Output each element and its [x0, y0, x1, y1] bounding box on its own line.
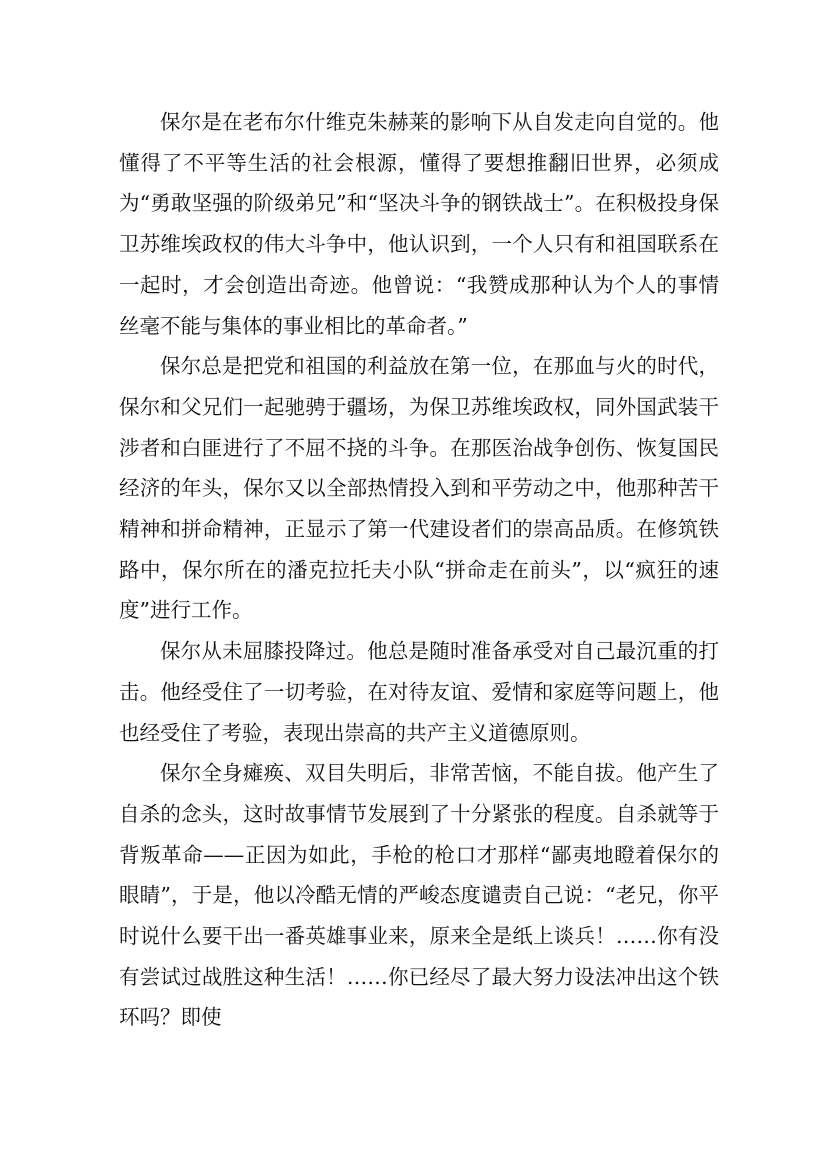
document-body — [119, 102, 719, 1038]
paragraph-3: 保尔从未屈膝投降过。他总是随时准备承受对自己最沉重的打击。他经受住了一切考验，在对待友谊、爱情和家庭等问题上，他也经受住了考验，表现出崇高的共产主义道德原则。 — [119, 639, 719, 745]
paragraph-4: 保尔全身瘫痪、双目失明后，非常苦恼，不能自拔。他产生了自杀的念头，这时故事情节发展到了十分紧张的程度。自杀就等于背叛革命——正因为如此，手枪的枪口才那样“鄙夷地瞪着保尔的眼睛”，于是，他以冷酷无情的严峻态度谴责自己说：“老兄，你平时说什么要干出一番英雄事业来，原来全是纸上谈兵！……你有没有尝试过战胜这种生活！……你已经尽了最大努力设法冲出这个铁环吗？即使 — [119, 761, 719, 1030]
paragraph-1: 保尔是在老布尔什维克朱赫莱的影响下从自发走向自觉的。他懂得了不平等生活的社会根源，懂得了要想推翻旧世界，必须成为“勇敢坚强的阶级弟兄”和“坚决斗争的钢铁战士”。在积极投身保卫苏维埃政权的伟大斗争中，他认识到，一个人只有和祖国联系在一起时，才会创造出奇迹。他曾说：“我赞成那种认为个人的事情丝毫不能与集体的事业相比的革命者。” — [119, 110, 719, 338]
paragraph-2: 保尔总是把党和祖国的利益放在第一位，在那血与火的时代，保尔和父兄们一起驰骋于疆场，为保卫苏维埃政权，同外国武装干涉者和白匪进行了不屈不挠的斗争。在那医治战争创伤、恢复国民经济的年头，保尔又以全部热情投入到和平劳动之中，他那种苦干精神和拼命精神，正显示了第一代建设者们的崇高品质。在修筑铁路中，保尔所在的潘克拉托夫小队“拼命走在前头”，以“疯狂的速度”进行工作。 — [119, 354, 719, 623]
